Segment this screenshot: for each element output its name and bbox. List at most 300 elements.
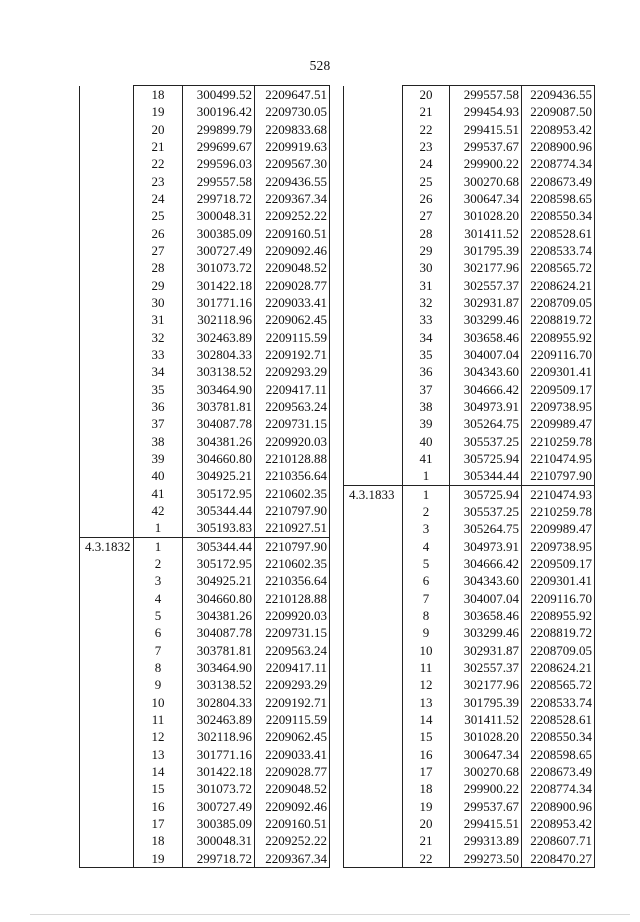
plot-number-cell: [80, 590, 134, 607]
point-number-cell: 41: [134, 485, 183, 502]
x-coordinate-cell: 304007.04: [450, 590, 522, 607]
y-coordinate-cell: 2208774.34: [522, 155, 595, 172]
x-coordinate-cell: 303781.81: [183, 398, 255, 415]
point-number-cell: 28: [403, 225, 450, 242]
plot-number-cell: [344, 520, 403, 537]
plot-number-cell: [80, 190, 134, 207]
y-coordinate-cell: 2210259.78: [522, 433, 595, 450]
y-coordinate-cell: 2209731.15: [255, 624, 330, 641]
x-coordinate-cell: 303299.46: [450, 311, 522, 328]
x-coordinate-cell: 304666.42: [450, 381, 522, 398]
plot-number-cell: [344, 433, 403, 450]
table-row: [80, 329, 330, 346]
table-row: [80, 659, 330, 676]
plot-number-cell: [344, 693, 403, 710]
table-row: [80, 832, 330, 849]
point-number-cell: 20: [134, 121, 183, 138]
plot-number-cell: [80, 624, 134, 641]
y-coordinate-cell: 2210259.78: [522, 503, 595, 520]
table-row: [80, 155, 330, 172]
table-row: [80, 519, 330, 537]
table-row: [80, 363, 330, 380]
point-number-cell: 21: [134, 138, 183, 155]
plot-number-cell: [344, 711, 403, 728]
x-coordinate-cell: 299718.72: [183, 190, 255, 207]
table-row: [80, 590, 330, 607]
point-number-cell: 7: [134, 642, 183, 659]
table-row: [80, 745, 330, 762]
x-coordinate-cell: 299899.79: [183, 121, 255, 138]
point-number-cell: 23: [403, 138, 450, 155]
y-coordinate-cell: 2209062.45: [255, 311, 330, 328]
plot-number-cell: [80, 103, 134, 120]
y-coordinate-cell: 2209989.47: [522, 415, 595, 432]
table-row: [80, 711, 330, 728]
x-coordinate-cell: 300270.68: [450, 173, 522, 190]
x-coordinate-cell: 305725.94: [450, 485, 522, 503]
x-coordinate-cell: 299415.51: [450, 815, 522, 832]
x-coordinate-cell: 305172.95: [183, 485, 255, 502]
y-coordinate-cell: 2209417.11: [255, 659, 330, 676]
table-row: [344, 711, 595, 728]
point-number-cell: 25: [403, 173, 450, 190]
point-number-cell: 18: [134, 86, 183, 104]
plot-number-cell: [344, 538, 403, 555]
plot-number-cell: [80, 467, 134, 484]
plot-number-cell: [80, 711, 134, 728]
x-coordinate-cell: 299557.58: [450, 86, 522, 104]
plot-number-cell: [80, 346, 134, 363]
point-number-cell: 40: [403, 433, 450, 450]
x-coordinate-cell: 301411.52: [450, 711, 522, 728]
point-number-cell: 38: [403, 398, 450, 415]
table-row: [80, 294, 330, 311]
plot-number-cell: [344, 745, 403, 762]
point-number-cell: 20: [403, 86, 450, 104]
point-number-cell: 9: [134, 676, 183, 693]
y-coordinate-cell: 2208774.34: [522, 780, 595, 797]
point-number-cell: 4: [403, 538, 450, 555]
x-coordinate-cell: 301073.72: [183, 780, 255, 797]
table-row: [80, 624, 330, 641]
x-coordinate-cell: 305264.75: [450, 520, 522, 537]
point-number-cell: 8: [134, 659, 183, 676]
x-coordinate-cell: 299273.50: [450, 849, 522, 867]
x-coordinate-cell: 302177.96: [450, 676, 522, 693]
plot-number-cell: [344, 277, 403, 294]
plot-number-cell: [344, 173, 403, 190]
y-coordinate-cell: 2209252.22: [255, 207, 330, 224]
plot-number-cell: [80, 693, 134, 710]
table-row: [344, 103, 595, 120]
point-number-cell: 36: [403, 363, 450, 380]
point-number-cell: 32: [134, 329, 183, 346]
plot-number-cell: [80, 607, 134, 624]
table-row: [80, 259, 330, 276]
plot-number-cell: [344, 503, 403, 520]
point-number-cell: 23: [134, 173, 183, 190]
y-coordinate-cell: 2208953.42: [522, 121, 595, 138]
plot-number-cell: [344, 415, 403, 432]
plot-number-cell: [80, 832, 134, 849]
y-coordinate-cell: 2208565.72: [522, 676, 595, 693]
table-row: [344, 225, 595, 242]
point-number-cell: 34: [134, 363, 183, 380]
x-coordinate-cell: 300647.34: [450, 745, 522, 762]
point-number-cell: 2: [403, 503, 450, 520]
y-coordinate-cell: 2208550.34: [522, 207, 595, 224]
point-number-cell: 4: [134, 590, 183, 607]
point-number-cell: 29: [134, 277, 183, 294]
point-number-cell: 22: [134, 155, 183, 172]
point-number-cell: 9: [403, 624, 450, 641]
plot-number-cell: [344, 763, 403, 780]
table-row: [80, 555, 330, 572]
x-coordinate-cell: 302463.89: [183, 329, 255, 346]
point-number-cell: 20: [403, 815, 450, 832]
table-row: [344, 450, 595, 467]
x-coordinate-cell: 301422.18: [183, 277, 255, 294]
y-coordinate-cell: 2209509.17: [522, 381, 595, 398]
plot-number-cell: [80, 433, 134, 450]
x-coordinate-cell: 299313.89: [450, 832, 522, 849]
x-coordinate-cell: 300270.68: [450, 763, 522, 780]
x-coordinate-cell: 299537.67: [450, 797, 522, 814]
point-number-cell: 16: [134, 797, 183, 814]
plot-number-cell: [344, 138, 403, 155]
point-number-cell: 14: [403, 711, 450, 728]
coordinates-table-left: [79, 85, 330, 868]
plot-number-cell: [80, 242, 134, 259]
y-coordinate-cell: 2209293.29: [255, 676, 330, 693]
point-number-cell: 15: [403, 728, 450, 745]
table-row: [344, 173, 595, 190]
plot-number-cell: [80, 138, 134, 155]
y-coordinate-cell: 2209252.22: [255, 832, 330, 849]
x-coordinate-cell: 303464.90: [183, 381, 255, 398]
y-coordinate-cell: 2209033.41: [255, 294, 330, 311]
y-coordinate-cell: 2208953.42: [522, 815, 595, 832]
table-row: [80, 103, 330, 120]
y-coordinate-cell: 2209115.59: [255, 711, 330, 728]
plot-number-cell: [344, 467, 403, 485]
y-coordinate-cell: 2208528.61: [522, 225, 595, 242]
plot-number-cell: [80, 676, 134, 693]
plot-number-cell: [80, 502, 134, 519]
x-coordinate-cell: 302463.89: [183, 711, 255, 728]
x-coordinate-cell: 301795.39: [450, 693, 522, 710]
table-row: [344, 294, 595, 311]
plot-number-cell: [344, 259, 403, 276]
x-coordinate-cell: 305537.25: [450, 433, 522, 450]
point-number-cell: 27: [403, 207, 450, 224]
x-coordinate-cell: 304381.26: [183, 433, 255, 450]
x-coordinate-cell: 301028.20: [450, 207, 522, 224]
point-number-cell: 39: [134, 450, 183, 467]
plot-number-cell: [80, 745, 134, 762]
y-coordinate-cell: 2208900.96: [522, 797, 595, 814]
table-row: [80, 121, 330, 138]
y-coordinate-cell: 2209087.50: [522, 103, 595, 120]
y-coordinate-cell: 2209367.34: [255, 849, 330, 867]
point-number-cell: 16: [403, 745, 450, 762]
y-coordinate-cell: 2209567.30: [255, 155, 330, 172]
x-coordinate-cell: 304343.60: [450, 572, 522, 589]
table-row: [344, 780, 595, 797]
plot-number-cell: [80, 642, 134, 659]
x-coordinate-cell: 300727.49: [183, 797, 255, 814]
plot-number-cell: [80, 207, 134, 224]
point-number-cell: 24: [403, 155, 450, 172]
plot-number-cell: [344, 572, 403, 589]
point-number-cell: 38: [134, 433, 183, 450]
point-number-cell: 5: [403, 555, 450, 572]
table-row: [344, 555, 595, 572]
plot-number-cell: [80, 519, 134, 537]
point-number-cell: 31: [134, 311, 183, 328]
x-coordinate-cell: 302804.33: [183, 346, 255, 363]
y-coordinate-cell: 2210474.95: [522, 450, 595, 467]
table-row: [80, 190, 330, 207]
table-row: [344, 590, 595, 607]
point-number-cell: 25: [134, 207, 183, 224]
y-coordinate-cell: 2210356.64: [255, 467, 330, 484]
plot-number-cell: [344, 103, 403, 120]
plot-number-cell: [80, 155, 134, 172]
table-row: [344, 538, 595, 555]
plot-number-cell: [344, 86, 403, 104]
y-coordinate-cell: 2210602.35: [255, 555, 330, 572]
point-number-cell: 13: [134, 745, 183, 762]
plot-number-cell: [344, 311, 403, 328]
x-coordinate-cell: 302557.37: [450, 659, 522, 676]
table-row: [344, 190, 595, 207]
point-number-cell: 17: [403, 763, 450, 780]
table-row: [344, 624, 595, 641]
plot-number-cell: [80, 450, 134, 467]
table-row: [344, 503, 595, 520]
plot-number-cell: [344, 624, 403, 641]
table-row: [344, 572, 595, 589]
table-row: [344, 728, 595, 745]
plot-number-cell: [344, 242, 403, 259]
point-number-cell: 35: [403, 346, 450, 363]
point-number-cell: 36: [134, 398, 183, 415]
point-number-cell: 22: [403, 121, 450, 138]
x-coordinate-cell: 304007.04: [450, 346, 522, 363]
point-number-cell: 26: [134, 225, 183, 242]
point-number-cell: 1: [134, 537, 183, 555]
y-coordinate-cell: 2209417.11: [255, 381, 330, 398]
page-number: 528: [309, 58, 331, 73]
table-row: [344, 363, 595, 380]
table-row: [80, 381, 330, 398]
x-coordinate-cell: 304660.80: [183, 450, 255, 467]
x-coordinate-cell: 301028.20: [450, 728, 522, 745]
point-number-cell: 14: [134, 763, 183, 780]
x-coordinate-cell: 305344.44: [183, 502, 255, 519]
point-number-cell: 21: [403, 103, 450, 120]
table-row: [344, 311, 595, 328]
table-row: [344, 346, 595, 363]
y-coordinate-cell: 2210797.90: [255, 537, 330, 555]
plot-number-cell: [80, 780, 134, 797]
x-coordinate-cell: 300048.31: [183, 832, 255, 849]
x-coordinate-cell: 304925.21: [183, 467, 255, 484]
table-row: [80, 537, 330, 555]
table-row: [344, 693, 595, 710]
plot-number-cell: [80, 311, 134, 328]
table-row: [344, 520, 595, 537]
plot-number-cell: [344, 294, 403, 311]
coordinates-table-right: [343, 85, 595, 868]
table-row: [344, 763, 595, 780]
y-coordinate-cell: 2208709.05: [522, 642, 595, 659]
table-row: [80, 849, 330, 867]
plot-number-cell: [80, 259, 134, 276]
table-row: [80, 693, 330, 710]
point-number-cell: 1: [134, 519, 183, 537]
point-number-cell: 26: [403, 190, 450, 207]
point-number-cell: 42: [134, 502, 183, 519]
x-coordinate-cell: 300727.49: [183, 242, 255, 259]
table-row: [80, 676, 330, 693]
x-coordinate-cell: 301422.18: [183, 763, 255, 780]
x-coordinate-cell: 304660.80: [183, 590, 255, 607]
table-row: [80, 173, 330, 190]
plot-number-cell: [80, 363, 134, 380]
x-coordinate-cell: 304087.78: [183, 415, 255, 432]
y-coordinate-cell: 2210128.88: [255, 590, 330, 607]
y-coordinate-cell: 2209738.95: [522, 538, 595, 555]
y-coordinate-cell: 2209092.46: [255, 242, 330, 259]
point-number-cell: 34: [403, 329, 450, 346]
point-number-cell: 31: [403, 277, 450, 294]
point-number-cell: 3: [403, 520, 450, 537]
x-coordinate-cell: 305725.94: [450, 450, 522, 467]
y-coordinate-cell: 2209920.03: [255, 433, 330, 450]
plot-number-cell: [80, 728, 134, 745]
table-row: [344, 832, 595, 849]
plot-number-cell: [80, 815, 134, 832]
plot-number-cell: 4.3.1832: [80, 537, 134, 555]
table-row: [344, 642, 595, 659]
point-number-cell: 11: [403, 659, 450, 676]
x-coordinate-cell: 303138.52: [183, 363, 255, 380]
plot-number-cell: [80, 381, 134, 398]
y-coordinate-cell: 2209730.05: [255, 103, 330, 120]
point-number-cell: 30: [134, 294, 183, 311]
point-number-cell: 6: [134, 624, 183, 641]
table-row: [344, 433, 595, 450]
point-number-cell: 18: [134, 832, 183, 849]
x-coordinate-cell: 303781.81: [183, 642, 255, 659]
table-row: [80, 398, 330, 415]
point-number-cell: 3: [134, 572, 183, 589]
table-row: [344, 398, 595, 415]
table-row: [80, 433, 330, 450]
y-coordinate-cell: 2209160.51: [255, 815, 330, 832]
table-row: [344, 815, 595, 832]
plot-number-cell: [80, 415, 134, 432]
y-coordinate-cell: 2209367.34: [255, 190, 330, 207]
plot-number-cell: [80, 294, 134, 311]
y-coordinate-cell: 2209989.47: [522, 520, 595, 537]
plot-number-cell: [344, 155, 403, 172]
plot-number-cell: [344, 590, 403, 607]
x-coordinate-cell: 299900.22: [450, 780, 522, 797]
plot-number-cell: [344, 398, 403, 415]
y-coordinate-cell: 2210128.88: [255, 450, 330, 467]
table-row: [80, 642, 330, 659]
plot-number-cell: [80, 797, 134, 814]
plot-number-cell: [344, 346, 403, 363]
y-coordinate-cell: 2208819.72: [522, 624, 595, 641]
y-coordinate-cell: 2209048.52: [255, 259, 330, 276]
x-coordinate-cell: 299537.67: [450, 138, 522, 155]
table-row: [344, 849, 595, 867]
y-coordinate-cell: 2208565.72: [522, 259, 595, 276]
y-coordinate-cell: 2209509.17: [522, 555, 595, 572]
point-number-cell: 33: [134, 346, 183, 363]
y-coordinate-cell: 2208598.65: [522, 190, 595, 207]
plot-number-cell: [80, 121, 134, 138]
table-row: [344, 676, 595, 693]
point-number-cell: 2: [134, 555, 183, 572]
y-coordinate-cell: 2210797.90: [255, 502, 330, 519]
y-coordinate-cell: 2208550.34: [522, 728, 595, 745]
y-coordinate-cell: 2208533.74: [522, 693, 595, 710]
point-number-cell: 10: [134, 693, 183, 710]
point-number-cell: 27: [134, 242, 183, 259]
x-coordinate-cell: 299454.93: [450, 103, 522, 120]
table-row: [344, 86, 595, 104]
table-row: [80, 815, 330, 832]
point-number-cell: 5: [134, 607, 183, 624]
y-coordinate-cell: 2208673.49: [522, 173, 595, 190]
y-coordinate-cell: 2209301.41: [522, 572, 595, 589]
point-number-cell: 21: [403, 832, 450, 849]
plot-number-cell: [344, 555, 403, 572]
y-coordinate-cell: 2209092.46: [255, 797, 330, 814]
x-coordinate-cell: 302177.96: [450, 259, 522, 276]
y-coordinate-cell: 2208607.71: [522, 832, 595, 849]
point-number-cell: 11: [134, 711, 183, 728]
plot-number-cell: [344, 207, 403, 224]
table-row: [80, 485, 330, 502]
point-number-cell: 35: [134, 381, 183, 398]
plot-number-cell: [344, 121, 403, 138]
point-number-cell: 37: [403, 381, 450, 398]
table-row: [344, 381, 595, 398]
x-coordinate-cell: 302557.37: [450, 277, 522, 294]
y-coordinate-cell: 2208955.92: [522, 329, 595, 346]
point-number-cell: 19: [134, 849, 183, 867]
y-coordinate-cell: 2209116.70: [522, 346, 595, 363]
point-number-cell: 24: [134, 190, 183, 207]
y-coordinate-cell: 2209301.41: [522, 363, 595, 380]
x-coordinate-cell: 300647.34: [450, 190, 522, 207]
plot-number-cell: [344, 728, 403, 745]
table-row: [80, 780, 330, 797]
y-coordinate-cell: 2210797.90: [522, 467, 595, 485]
table-row: [80, 242, 330, 259]
x-coordinate-cell: 300499.52: [183, 86, 255, 104]
y-coordinate-cell: 2208470.27: [522, 849, 595, 867]
y-coordinate-cell: 2208624.21: [522, 277, 595, 294]
y-coordinate-cell: 2210356.64: [255, 572, 330, 589]
x-coordinate-cell: 300048.31: [183, 207, 255, 224]
